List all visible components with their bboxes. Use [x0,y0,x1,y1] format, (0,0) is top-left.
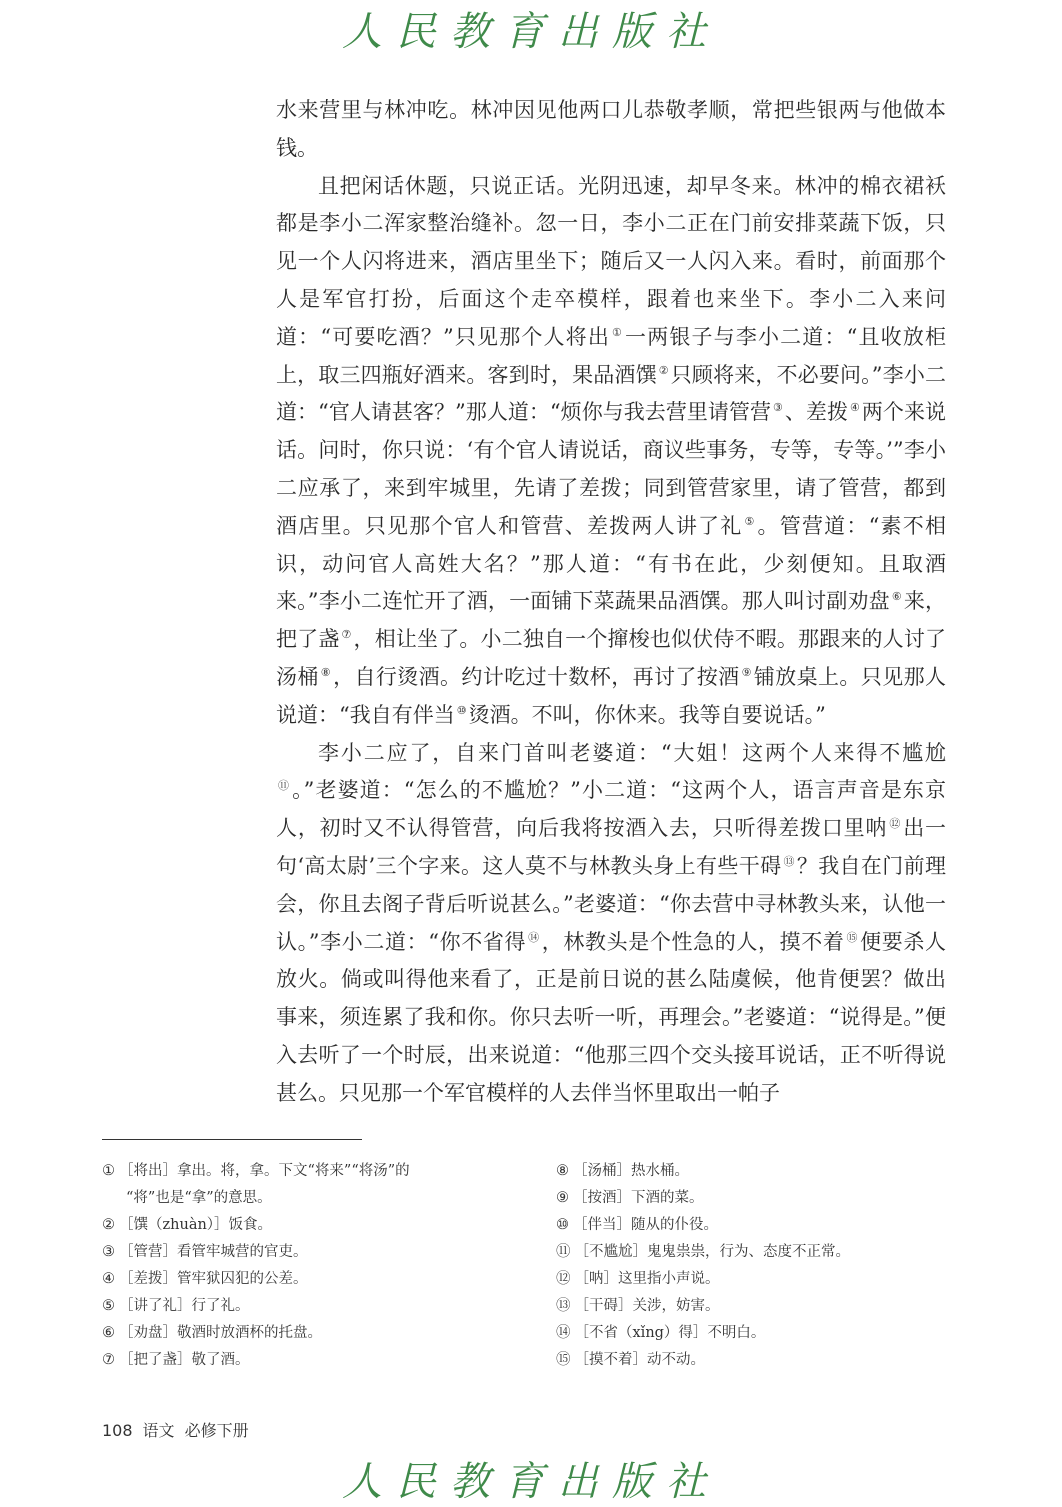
text-segment: 一两银子与李小二道：“且收放柜上，取三四瓶好酒来。客到时，果品酒馔 [276,324,946,387]
page-footer [102,1418,259,1441]
footnote-item [102,1185,512,1212]
footnote-item [102,1239,512,1266]
footnote-text: ［不省（xǐng）得］不明白。 [574,1325,766,1341]
footnote-marker: ⑦ [341,628,352,642]
text-segment: 且把闲话休题，只说正话。光阴迅速，却早冬来。林冲的棉衣裙袄都是李小二浑家整治缝补。忽一日，李小二正在门前安排菜蔬下饭，只见一个人闪将进来，酒店里坐下；随后又一人闪入来。看时，前面那个人是军官打扮，后面这个走卒模样，跟着也来坐下。李小二入来问道：“可要吃酒？”只见那个人将出 [276,173,946,349]
paragraph [276,92,946,168]
text-segment: 水来营里与林冲吃。林冲因见他两口儿恭敬孝顺，常把些银两与他做本钱。 [276,98,946,160]
footnote-item [556,1293,976,1320]
footnote-marker: ⑧ [320,665,332,679]
footnote-divider [102,1139,362,1140]
main-text [276,92,946,1113]
paragraph [276,168,946,735]
footnote-item [102,1347,512,1374]
footnote-text: ［讲了礼］行了礼。 [119,1298,250,1314]
footnote-number: ⑪ [556,1244,571,1260]
footnote-marker: ⑩ [456,703,467,717]
footnote-item [556,1347,976,1374]
footnote-item [556,1158,976,1185]
text-segment: 烫酒。不叫，你休来。我等自要说话。” [468,702,826,727]
page-number: 108 [102,1421,133,1440]
footnote-marker: ⑥ [891,590,902,604]
footnotes-right-column [556,1158,976,1374]
text-segment: ？我自在门前理会，你且去阁子背后听说甚么。”老婆道：“你去营中寻林教头来，认他一认。”李小二道：“你不省得 [276,853,947,954]
footnote-marker: ④ [850,401,860,415]
footnote-marker: ⑤ [744,514,756,528]
footnotes-left-column [102,1158,512,1374]
text-segment: 、差拨 [784,400,848,425]
footnote-number: ① [102,1163,115,1179]
text-segment: 只顾将来，不必要问。”李小二道：“官人请甚客？”那人道：“烦你与我去营里请管营 [276,362,946,425]
footnote-marker: ⑬ [783,854,795,868]
footnote-text: “将”也是“拿”的意思。 [126,1190,272,1206]
footnote-text: ［劝盘］敬酒时放酒杯的托盘。 [119,1325,322,1341]
footnote-number: ④ [102,1271,115,1287]
footnote-item [102,1212,512,1239]
footnote-number: ⑩ [556,1217,569,1233]
publisher-watermark-top: 人民教育出版社 [342,9,720,55]
text-segment: 李小二应了，自来门首叫老婆道：“大姐！这两个人来得不尴尬 [318,740,946,765]
paragraph [276,735,946,1113]
footnote-number: ⑥ [102,1325,115,1341]
footnote-item [102,1320,512,1347]
text-segment: ，林教头是个性急的人，摸不着 [541,929,845,954]
footnote-number: ⑧ [556,1163,569,1179]
footnote-marker: ⑨ [741,665,752,679]
footnote-number: ⑫ [556,1271,571,1287]
text-segment: 两个来说话。问时，你只说：‘有个官人请说话，商议些事务，专等，专等。’”李小二应承了，来到牢城里，先请了差拨；同到管营家里，请了管营，都到酒店里。只见那个官人和管营、差拨两人讲了礼 [276,400,946,538]
footnote-marker: ⑭ [528,930,540,944]
text-segment: 来，把了盏 [276,589,946,652]
footnote-text: ［不尴尬］鬼鬼祟祟，行为、态度不正常。 [574,1244,850,1260]
text-segment: 。”老婆道：“怎么的不尴尬？”小二道：“这两个人，语言声音是东京人，初时又不认得管营，向后我将按酒入去，只听得差拨口里呐 [276,778,947,841]
footnote-number: ⑦ [102,1352,115,1368]
footnote-marker: ① [612,325,624,339]
text-segment: ，自行烫酒。约计吃过十数杯，再讨了按酒 [333,664,740,689]
footnote-text: ［管营］看管牢城营的官吏。 [119,1244,308,1260]
text-segment: ，相让坐了。小二独自一个撺梭也似伏侍不暇。那跟来的人讨了汤桶 [276,627,946,689]
footnote-item [102,1293,512,1320]
footnote-text: ［伴当］随从的仆役。 [573,1217,718,1233]
footnote-number: ⑬ [556,1298,571,1314]
footnote-marker: ② [658,363,669,377]
footnote-number: ⑭ [556,1325,571,1341]
footnote-text: ［摸不着］动不动。 [574,1352,705,1368]
footnote-text: ［差拨］管牢狱囚犯的公差。 [119,1271,308,1287]
footnote-text: ［把了盏］敬了酒。 [119,1352,250,1368]
footnote-item [556,1212,976,1239]
footnote-item [556,1239,976,1266]
text-segment: 铺放桌上。只见那人说道：“我自有伴当 [276,664,947,727]
footnote-marker: ⑮ [846,930,859,944]
publisher-watermark-bottom: 人民教育出版社 [342,1459,720,1505]
footnote-text: ［馔（zhuàn）］饭食。 [119,1217,273,1233]
footnote-item [102,1158,512,1185]
text-segment: 出一句‘高太尉’三个字来。这人莫不与林教头身上有些干碍 [276,816,947,878]
footnote-number: ② [102,1217,115,1233]
footnote-number: ③ [102,1244,115,1260]
text-segment: 。管营道：“素不相识，动问官人高姓大名？”那人道：“有书在此，少刻便知。且取酒来。”李小二连忙开了酒，一面铺下菜蔬果品酒馔。那人叫讨副劝盘 [276,513,946,614]
volume-label: 必修下册 [184,1421,249,1440]
footnote-marker: ③ [773,401,783,415]
text-segment: 便要杀人放火。倘或叫得他来看了，正是前日说的甚么陆虞候，他肯便罢？做出事来，须连累了我和你。你只去听一听，再理会。”老婆道：“说得是。”便入去听了一个时辰，出来说道：“他那三四个交头接耳说话，正不听得说甚么。只见那一个军官模样的人去伴当怀里取出一帕子 [276,929,947,1105]
footnote-item [556,1266,976,1293]
footnote-number: ⑮ [556,1352,571,1368]
footnote-text: ［按酒］下酒的菜。 [573,1190,704,1206]
footnote-number: ⑨ [556,1190,569,1206]
footnote-text: ［汤桶］热水桶。 [573,1163,689,1179]
footnote-marker: ⑪ [278,779,291,793]
footnote-item [556,1185,976,1212]
footnote-text: ［干碍］关涉，妨害。 [574,1298,720,1314]
footnote-number: ⑤ [102,1298,115,1314]
footnote-text: ［将出］拿出。将，拿。下文“将来”“将汤”的 [119,1163,410,1179]
footnote-text: ［呐］这里指小声说。 [574,1271,720,1287]
footnote-item [556,1320,976,1347]
footnote-marker: ⑫ [889,817,902,831]
subject-label: 语文 [142,1421,175,1440]
footnote-item [102,1266,512,1293]
